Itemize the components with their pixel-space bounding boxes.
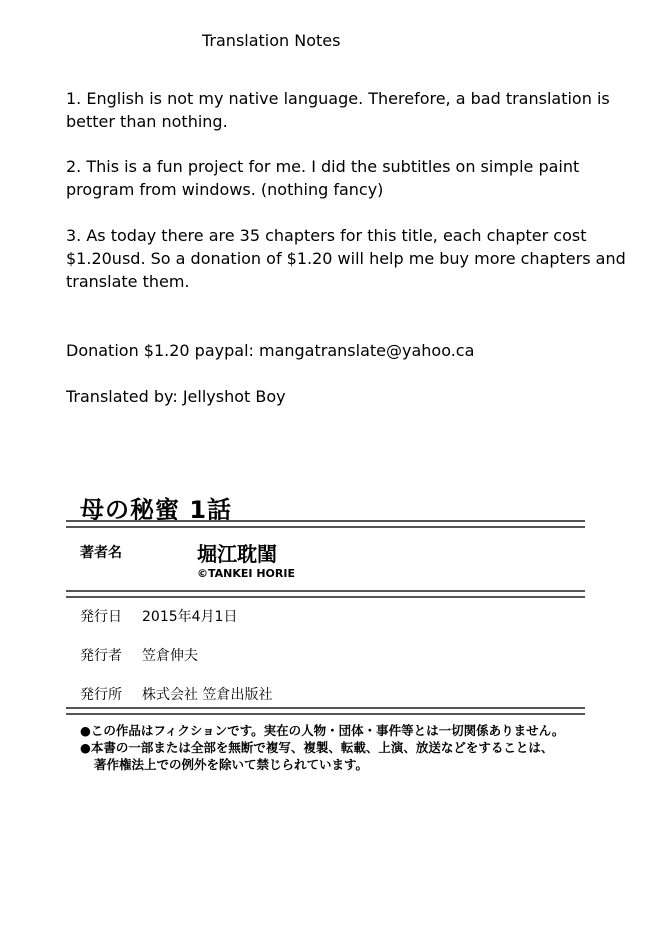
note-2: 2. This is a fun project for me. I did the subtitles on simple paint program from windows. (nothing fancy) [66,157,580,199]
date-label: 発行日 [80,609,122,625]
colophon [0,480,650,780]
publisher-person-value: 笠倉伸夫 [142,648,198,664]
book-title: 母の秘蜜 1話 [80,496,233,524]
publisher-person-label: 発行者 [80,648,122,664]
publisher-value: 株式会社 笠倉出版社 [142,687,273,703]
notice-fiction: ●この作品はフィクションです。実在の人物・団体・事件等とは一切関係ありません。 [80,723,565,738]
translated-by: Translated by: Jellyshot Boy [66,387,286,406]
note-3: 3. As today there are 35 chapters for this title, each chapter cost $1.20usd. So a donation of $1.20 will help me buy more chapters and translate them. [66,226,626,291]
note-1: 1. English is not my native language. Therefore, a bad translation is better than nothing. [66,89,610,131]
notice-copyright: ●本書の一部または全部を無断で複写、複製、転載、上演、放送などをすることは、 [80,740,554,755]
divider [66,590,585,598]
copyright: ©TANKEI HORIE [197,567,295,580]
notice-copyright-cont: 著作権法上での例外を除いて禁じられています。 [94,757,369,772]
divider [66,707,585,715]
author-name: 堀江耽閨 [197,542,277,566]
date-value: 2015年4月1日 [142,609,238,625]
donation-line: Donation $1.20 paypal: mangatranslate@yahoo.ca [66,341,475,360]
translation-notes [0,0,650,440]
divider [66,520,585,528]
publisher-label: 発行所 [80,687,122,703]
notes-title: Translation Notes [202,31,341,50]
author-label: 著者名 [80,545,122,561]
